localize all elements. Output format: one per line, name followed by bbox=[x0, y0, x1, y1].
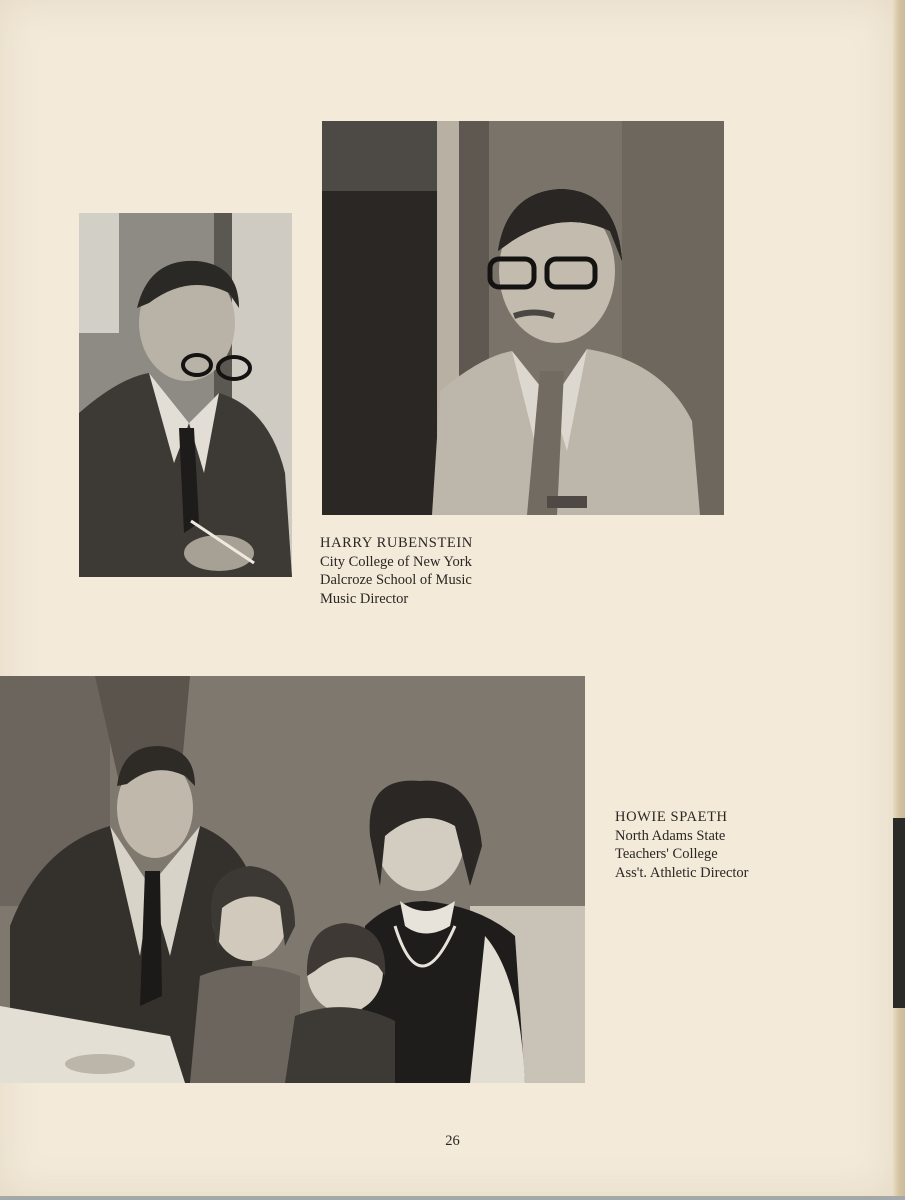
caption-rubenstein-line3: Music Director bbox=[320, 590, 409, 607]
photo-harry-rubenstein bbox=[322, 121, 724, 515]
caption-harry-rubenstein bbox=[320, 534, 580, 608]
caption-rubenstein-name: HARRY RUBENSTEIN bbox=[320, 535, 473, 551]
page-edge-right bbox=[893, 0, 905, 1200]
page-number: 26 bbox=[445, 1133, 460, 1149]
photo-howie-spaeth-family-image bbox=[0, 676, 585, 1083]
photo-man-writing-image bbox=[79, 213, 292, 577]
photo-howie-spaeth-family bbox=[0, 676, 585, 1083]
page-edge-bottom bbox=[0, 1196, 905, 1200]
caption-spaeth-line2: Teachers' College bbox=[615, 846, 718, 862]
photo-man-writing bbox=[79, 213, 292, 577]
photo-harry-rubenstein-image bbox=[322, 121, 724, 515]
caption-howie-spaeth bbox=[615, 808, 875, 882]
page-edge-shadow bbox=[893, 818, 905, 1008]
caption-spaeth-line1: North Adams State bbox=[615, 827, 726, 844]
caption-rubenstein-line1: City College of New York bbox=[320, 553, 472, 570]
caption-spaeth-line3: Ass't. Athletic Director bbox=[615, 864, 749, 881]
caption-rubenstein-line2: Dalcroze School of Music bbox=[320, 572, 472, 588]
caption-spaeth-name: HOWIE SPAETH bbox=[615, 809, 728, 825]
